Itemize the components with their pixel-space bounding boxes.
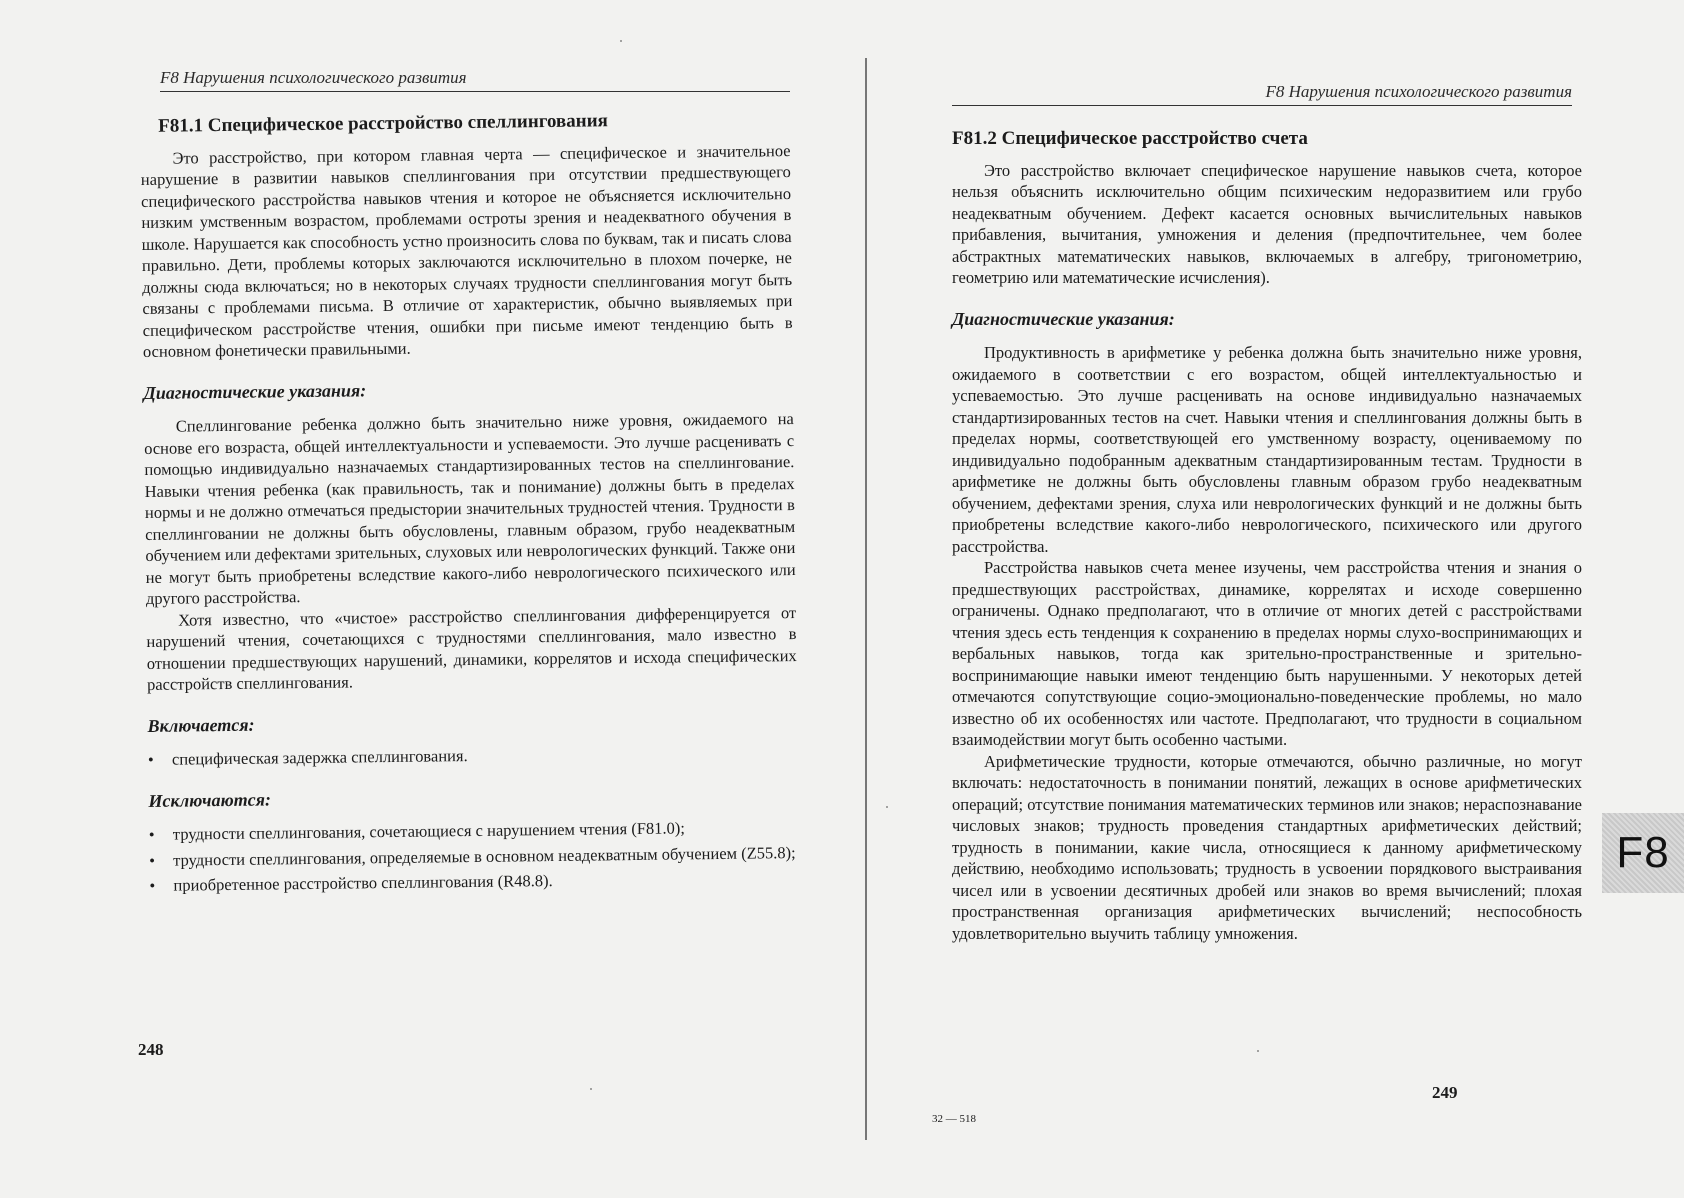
intro-paragraph: Это расстройство включает специфическое нарушение навыков счета, которое нельзя объяснить исключительно общим психическим недоразвитием или грубо неадекватным обучением. Дефект касается основных вычислительных навыков прибавления, вычитания, умножения и деления (предпочтительнее, чем более абстрактных математических навыков, включаемых в алгебру, тригонометрию, геометрию или математические исчисления). [952,160,1582,287]
bullet-icon: • [147,749,154,769]
bullet-icon: • [149,875,156,895]
intro-paragraph: Это расстройство, при котором главная черта — специфическое и значительное нарушение в развитии навыков спеллингования при отсутствии предшествующего специфического расстройства навыков чтения и которое не объясняется исключительно низким умственным возрастом, проблемами остроты зрения и неадекватного обучения в школе. Нарушается как способность устно произносить слова по буквам, так и писать слова правильно. Дети, проблемы которых заключаются исключительно в плохом почерке, не должны сюда включаться; но в некоторых случаях трудности спеллингования могут быть связаны с проблемами письма. В отличие от характеристик, обычно выявляемых при специфическом расстройстве чтения, ошибки при письме имеют тенденцию быть в основном фонетически правильными. [140,140,793,361]
list-item: • трудности спеллингования, сочетающиеся с нарушением чтения (F81.0); [148,818,686,844]
diagnostic-paragraph: Продуктивность в арифметике у ребенка должна быть значительно ниже уровня, ожидаемого в соответствии с его возрастом, общей интеллектуальностью и успеваемостью. Это лучше расценивать на основе индивидуально назначаемых стандартизированных тестов на счет. Навыки чтения и спеллингования должны быть в пределах нормы, соответствующей его умственному возрасту, оцениваемому по индивидуально подобранным адекватным стандартизированным тестам. Трудности в арифметике не должны быть обусловлены главным образом грубо неадекватным обучением, дефектами зрения, слуха или неврологических функций и не должны быть приобретены вследствие какого-либо неврологического, психического или другого расстройства. [952,343,1582,556]
gutter-divider [865,58,867,1140]
section-title: F81.2 Специфическое расстройство счета [952,128,1308,149]
scan-speck [620,40,622,42]
includes-heading: Включается: [147,714,255,736]
right-page [870,0,1684,1198]
section-title: F81.1 Специфическое расстройство спеллингования [158,110,608,137]
diagnostic-heading: Диагностические указания: [143,379,367,403]
running-head: F8 Нарушения психологического развития [952,82,1572,106]
scan-speck [1257,1050,1259,1052]
includes-list [148,741,798,770]
running-head: F8 Нарушения психологического развития [160,68,790,92]
list-item: • специфическая задержка спеллингования. [147,746,468,769]
list-item: • трудности спеллингования, определяемые в основном неадекватным обучением (Z55.8); [149,842,796,870]
page-number: 249 [1432,1083,1458,1102]
page-number: 248 [138,1040,164,1059]
diagnostic-paragraph: Арифметические трудности, которые отмечаются, обычно различные, но могут включать: недостаточность в понимании понятий, лежащих в основе арифметических операций; отсутствие понимания математических терминов или знаков; нераспознавание числовых знаков; трудность проведения стандартных арифметических действий; трудность в понимании, какие числа, относящиеся к данному арифметическому действию, необходимо использовать; трудность в усвоении порядкового выстраивания чисел или в усвоении десятичных дробей или знаков во время вычислений; плохая пространственная организация арифметических вычислений; неспособность удовлетворительно выучить таблицу умножения. [952,751,1582,943]
diagnostic-paragraph: Спеллингование ребенка должно быть значительно ниже уровня, ожидаемого на основе его возраста, общей интеллектуальности и успеваемости. Это лучше расценивать с помощью индивидуально назначаемых стандартизированных тестов на спеллингование. Навыки чтения ребенка (как правильность, так и понимание) должны быть в пределах нормы и не должно отмечаться предыстории значительных трудностей чтения. Трудности в спеллинговании не должны быть обусловлены, главным образом, грубо неадекватным обучением или дефектами зрительных, слуховых или неврологических функций. Также они не могут быть приобретены вследствие какого-либо неврологического психического или другого расстройства. [144,409,796,608]
diagnostic-heading: Диагностические указания: [952,308,1175,329]
excludes-list [149,816,800,896]
scan-speck [590,1088,592,1090]
diagnostic-paragraph: Расстройства навыков счета менее изучены, чем расстройства чтения и знания о предшествующих расстройствах, динамике, коррелятах и исходе совершенно ограничены. Однако предполагают, что в отличие от многих детей с расстройствами чтения здесь есть тенденция к сохранению в пределах нормы слухо-воспринимающих и вербальных навыков, тогда как зрительно-пространственные и зрительно-воспринимающие навыки имеют тенденцию быть нарушенными. У некоторых детей отмечаются сопутствующие социо-эмоционально-поведенческие проблемы, но мало известно об их особенностях или частоте. Предполагают, что трудности в социальном взаимодействии могут быть особенно частыми. [952,558,1582,749]
right-page-content [952,122,1582,944]
printer-signature: 32 — 518 [932,1113,976,1125]
diagnostic-paragraph: Хотя известно, что «чистое» расстройство спеллингования дифференцируется от нарушений чтения, сочетающихся с трудностями спеллингования, мало известно в отношении предшествующих нарушений, динамики, коррелятов и исхода специфических расстройств спеллингования. [146,602,797,694]
list-item: • приобретенное расстройство спеллингования (R48.8). [149,871,553,895]
bullet-icon: • [149,850,156,870]
chapter-tab-marker: F8 [1602,813,1684,893]
left-page-content [140,102,800,900]
bullet-icon: • [148,824,155,844]
excludes-heading: Исключаются: [148,788,272,811]
scan-speck [886,806,888,808]
